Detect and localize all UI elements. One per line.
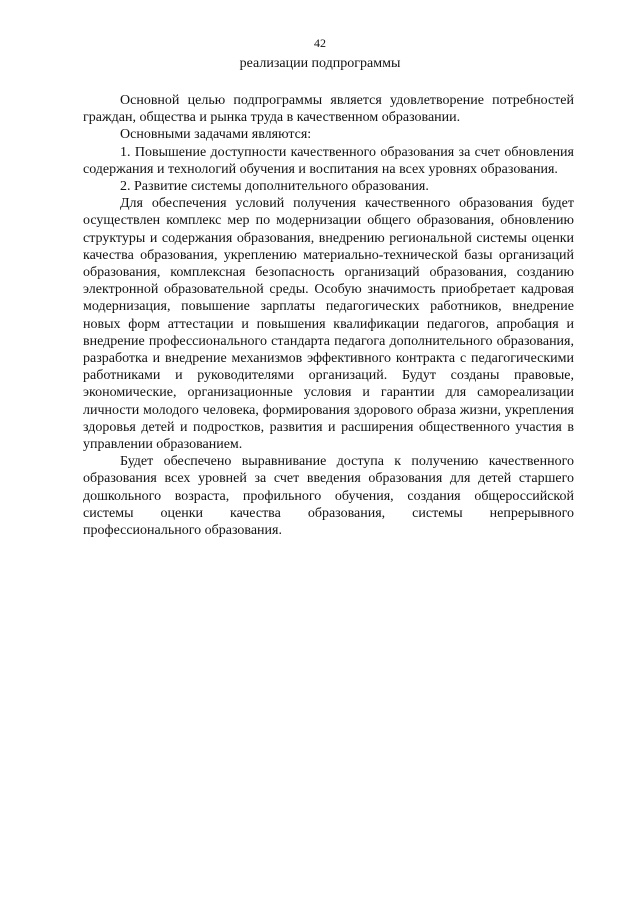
paragraph-goal: Основной целью подпрограммы является удовлетворение потребностей граждан, общества и рынка труда в качественном образовании. [83, 93, 574, 126]
page-number: 42 [314, 36, 326, 50]
paragraph-measures: Для обеспечения условий получения качественного образования будет осуществлен комплекс мер по модернизации общего образования, обновлению структуры и содержания образования, внедрению региональной системы оценки качества образования, укреплению материально-технической базы организаций образования, комплексная безопасность организаций образования, созданию электронной образовательной среды. Особую значимость приобретает кадровая модернизация, повышение зарплаты педагогических работников, внедрение новых форм аттестации и повышения квалификации педагогов, апробация и внедрение профессионального стандарта педагога дополнительного образования, разработка и внедрение механизмов эффективного контракта с педагогическими работниками и руководителями организаций. Будут созданы правовые, экономические, организационные условия и гарантии для самореализации личности молодого человека, формирования здорового образа жизни, укрепления здоровья детей и подростков, развития и расширения общественного участия в управлении образованием. [83, 196, 574, 453]
document-body [83, 92, 574, 539]
section-heading: реализации подпрограммы [239, 56, 401, 71]
paragraph-task-2: 2. Развитие системы дополнительного образования. [120, 179, 429, 195]
paragraph-task-1: 1. Повышение доступности качественного образования за счет обновления содержания и технологий обучения и воспитания на всех уровнях образования. [83, 144, 574, 177]
paragraph-tasks-intro: Основными задачами являются: [120, 127, 312, 143]
paragraph-access: Будет обеспечено выравнивание доступа к получению качественного образования всех уровней за счет введения образования для детей старшего дошкольного возраста, профильного обучения, создания общероссийской системы оценки качества образования, системы непрерывного профессионального образования. [83, 454, 574, 539]
